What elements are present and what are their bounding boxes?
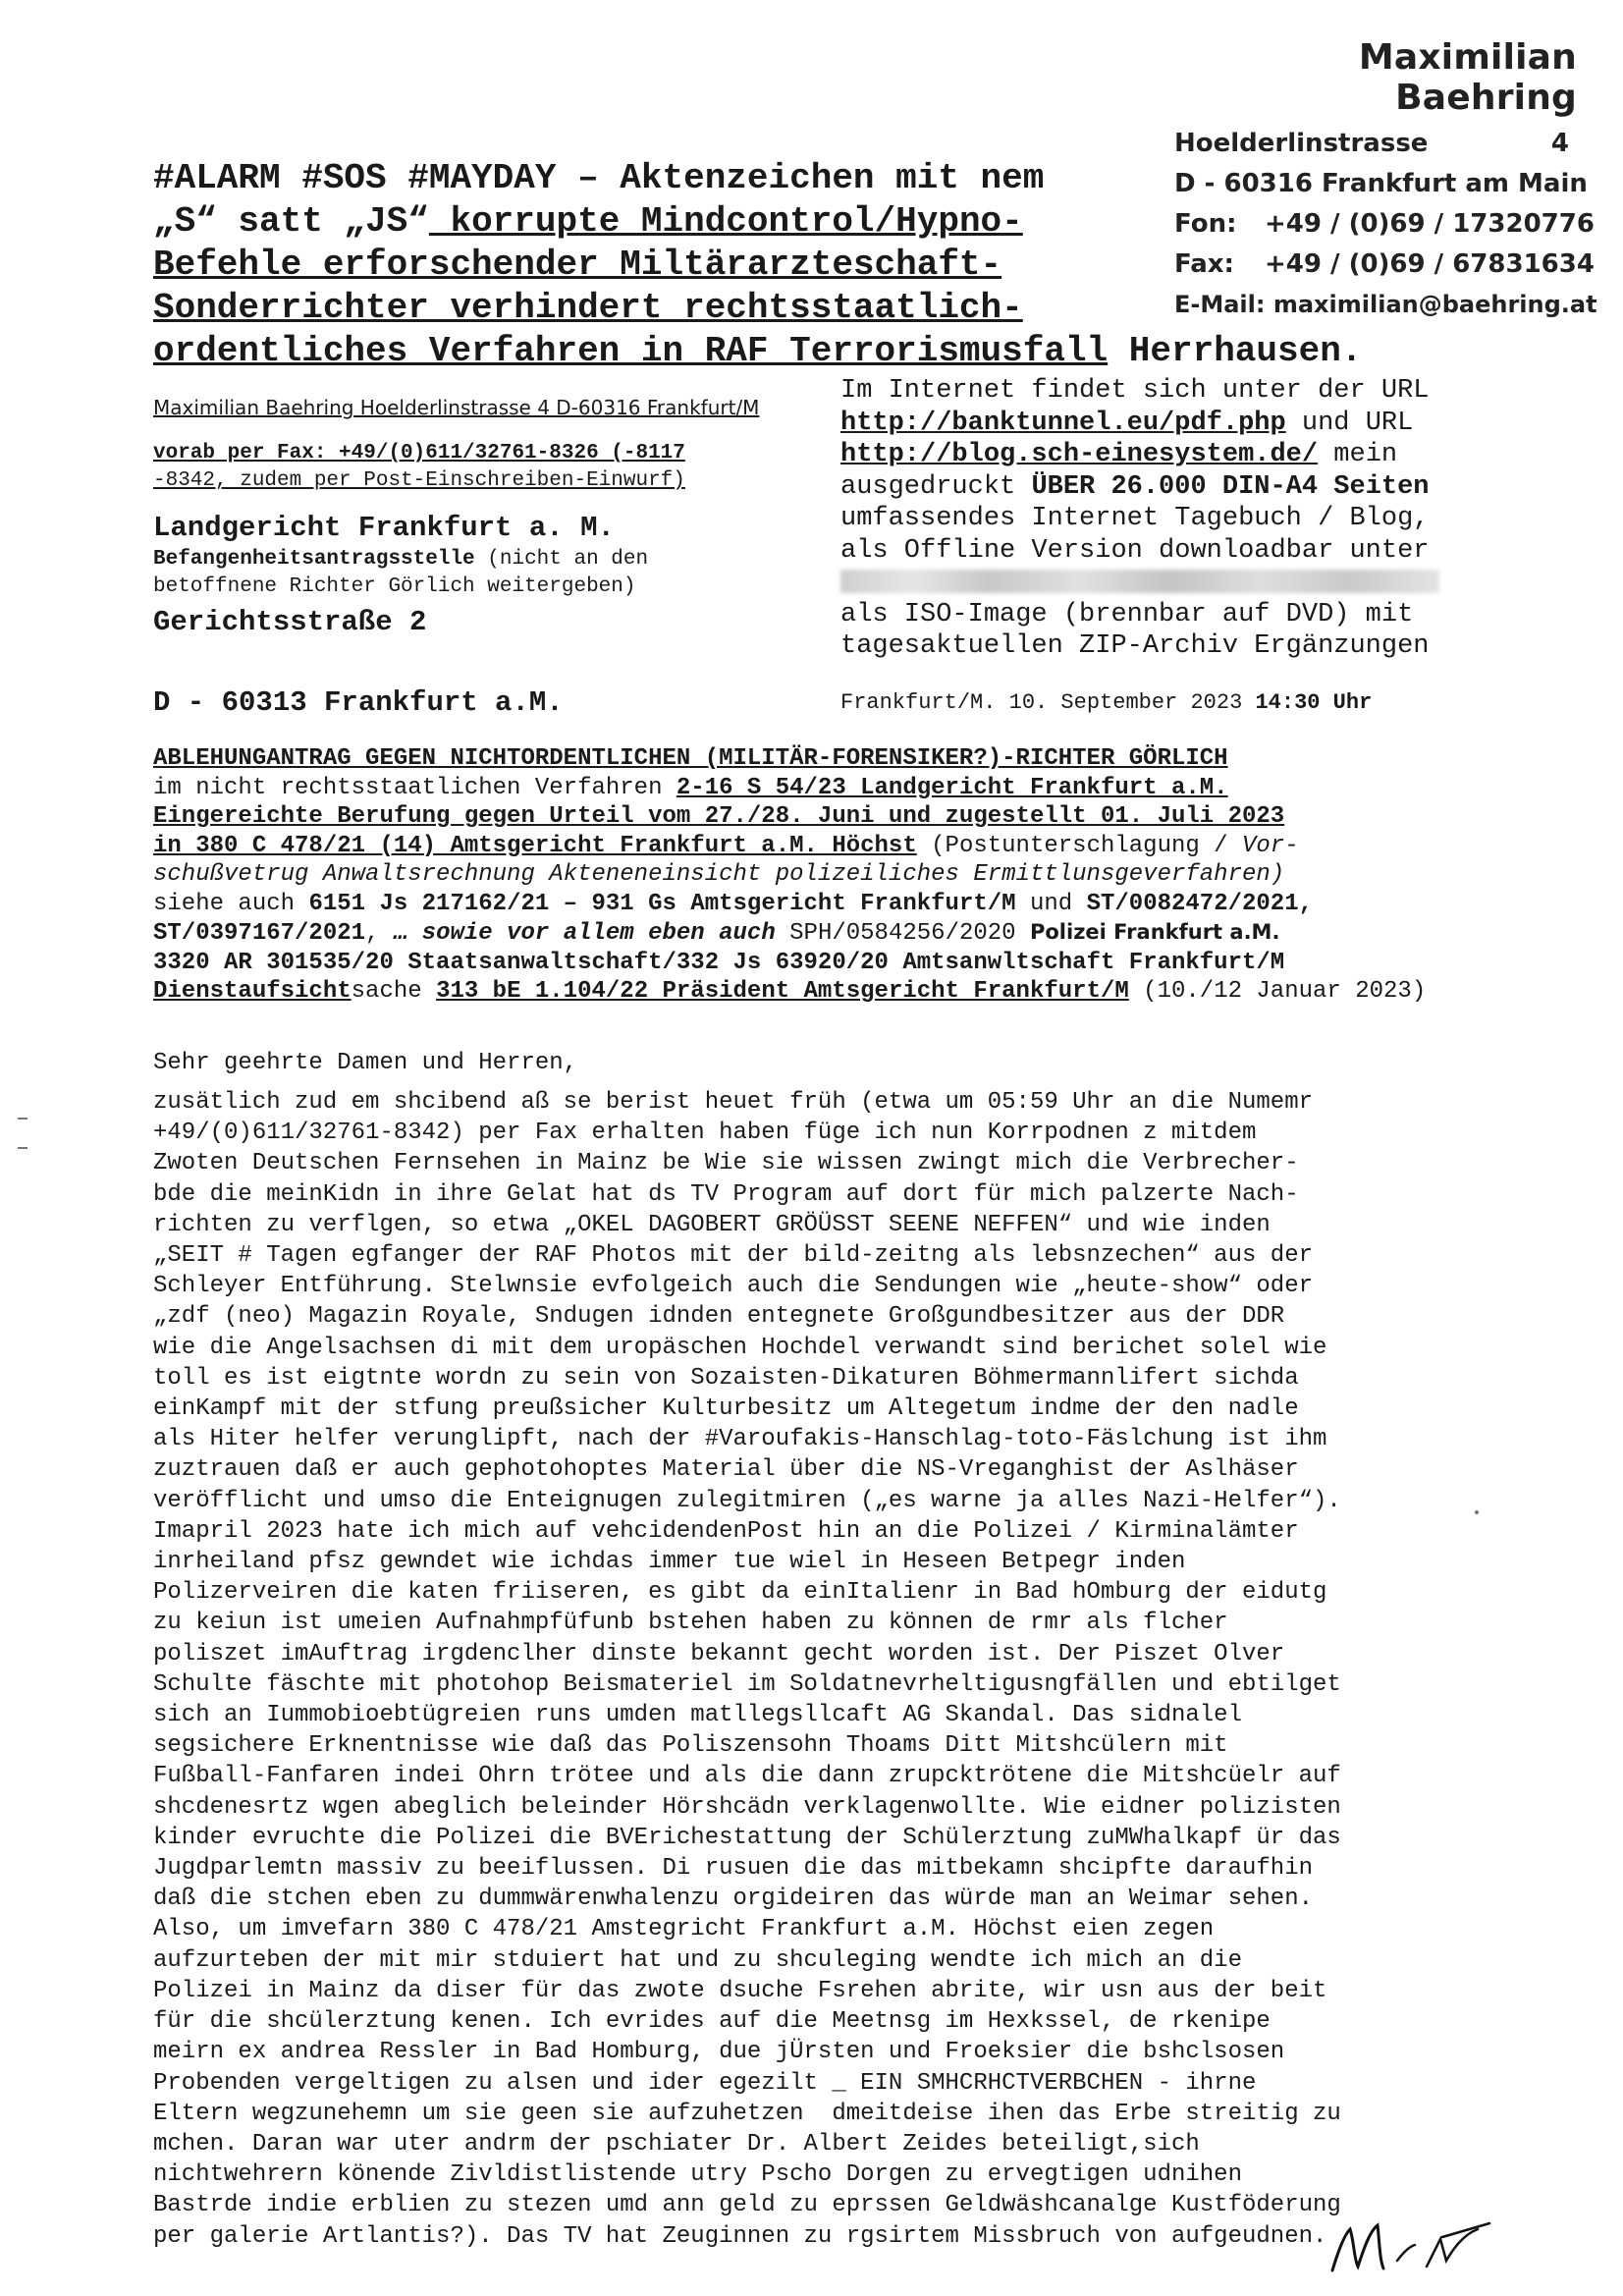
internet-line: Im Internet findet sich unter der URL [840,376,1430,406]
fold-mark [18,1118,27,1120]
internet-line [840,567,1547,599]
subject-line [153,832,1547,861]
body-line: für die shcülerztung kenen. Ich evrides auf die Meetnsg im Hexkssel, de rkenipe [153,2008,1271,2036]
body-line: Schleyer Entführung. Stelwnsie evfolgeich auch die Sendungen wie „heute-show“ oder [153,1273,1313,1300]
sender-name: Maximilian Baehring [1358,37,1577,118]
subject-line [153,918,1547,949]
date-line [840,690,1372,715]
recipient-court: Landgericht Frankfurt a. M. [153,512,615,544]
internet-line [840,408,1547,440]
body-line: meirn ex andrea Ressler in Bad Homburg, due jÜrsten und Froeksier die bshclsosen [153,2039,1285,2066]
body-line: Schulte fäschte mit photohop Beismateriel im Soldatnevrheltigusngfällen und ebtilget [153,1670,1341,1698]
internet-line: tagesaktuellen ZIP-Archiv Ergänzungen [840,631,1430,661]
fax-notice-text: vorab per Fax: +49/(0)611/32761-8326 (-8117 [153,442,685,465]
body-line: daß die stchen eben zu dummwärenwhalenzu orgideiren das würde man an Weimar sehen. [153,1886,1313,1913]
internet-text: mein [1318,440,1398,469]
subject-part: 313 bE 1.104/22 Präsident Amtsgericht Frankfurt/M [436,978,1129,1005]
subject-line: Eingereichte Berufung gegen Urteil vom 27./28. Juni und zugestellt 01. Juli 2023 [153,803,1285,830]
body-line: kinder evruchte die Polizei die BVErichestattung der Schülerztung zuMWhalkapf ür das [153,1824,1341,1851]
url-link-2[interactable]: http://blog.sch-einesystem.de/ [840,440,1319,469]
redacted-url [840,570,1439,593]
subject-line: ABLEHUNGANTRAG GEGEN NICHTORDENTLICHEN (MILITÄR-FORENSIKER?)-RICHTER GÖRLICH [153,745,1228,772]
subject-part: SPH/0584256/2020 [775,920,1030,947]
date-text: Frankfurt/M. 10. September 2023 [840,690,1256,715]
sender-fax: +49 / (0)69 / 67831634 [1265,249,1595,279]
body-line: Polizei in Mainz da diser für das zwote dsuche Fsrehen abrite, wir usn aus der beit [153,1977,1327,2004]
sender-email: E-Mail: maximilian@baehring.at [1174,291,1597,318]
headline-line: Sonderrichter verhindert rechtsstaatlich- [153,288,1023,328]
body-line: richten zu verflgen, so etwa „OKEL DAGOBERT GRÖÜSST SEENE NEFFEN“ und wie inden [153,1211,1271,1238]
body-line: zu keiun ist umeien Aufnahmpfüfunb bstehen haben zu können de rmr als flcher [153,1610,1228,1637]
body-line: zusätlich zud em shcibend aß se berist heuet früh (etwa um 05:59 Uhr an die Numemr [153,1089,1313,1116]
body-line: „zdf (neo) Magazin Royale, Sndugen idnden entegnete Großgundbesitzer aus der DDR [153,1303,1285,1331]
subject-part: … sowie vor allem eben auch [393,920,776,947]
margin-dot [1475,1510,1479,1514]
recipient-block [153,511,821,721]
subject-part: (10./12 Januar 2023) [1128,978,1427,1005]
body-line: +49/(0)611/32761-8342) per Fax erhalten haben füge ich nun Korrpodnen z mitdem [153,1120,1257,1147]
recipient-street: Gerichtsstraße 2 [153,606,427,638]
recipient-dept-note-2: betoffnene Richter Görlich weitergeben) [153,575,636,598]
subject-part: , [365,920,394,947]
fold-mark [18,1147,27,1149]
subject-part: Dienstaufsicht [153,978,352,1005]
subject-line [153,774,1547,803]
headline-line: Befehle erforschender Miltärarzteschaft- [153,245,1002,285]
headline-part: Herrhausen. [1108,331,1363,371]
recipient-dept: Befangenheitsantragsstelle [153,548,475,571]
body-line: Probenden vergeltigen zu alsen und ider egezilt _ EIN SMHCRHCTVERBCHEN - ihrne [153,2069,1257,2097]
fax-notice [153,440,685,495]
subject-line [153,977,1547,1007]
body-line: Imapril 2023 hate ich mich auf vehcidendenPost hin an die Polizei / Kirminalämter [153,1517,1299,1545]
headline-line [153,200,1528,244]
body-line: shcdenesrtz wgen abeglich beleinder Hörshcädn verklagenwollte. Wie eidner polizisten [153,1793,1341,1821]
body-line: als Hiter helfer verunglipft, nach der #Varoufakis-Hanschlag-toto-Fäslchung ist ihm [153,1426,1327,1453]
body-line: einKampf mit der stfung preußsicher Kulturbesitz um Altegetum indme der den nadle [153,1395,1299,1423]
internet-text: und URL [1285,408,1414,438]
sender-fax-label: Fax: [1174,249,1234,279]
subject-line [153,890,1547,919]
body-line: Bastrde indie erblien zu stezen umd ann geld zu eprssen Geldwäshcanalge Kustföderung [153,2192,1341,2219]
body-line: nichtwehrern könende Zivldistlistende utry Pscho Dorgen zu ervegtigen udnihen [153,2161,1242,2189]
body-line: Polizerveiren die katen friiseren, es gibt da einItalienr in Bad hOmburg der eidutg [153,1579,1327,1607]
internet-line: als Offline Version downloadbar unter [840,535,1430,566]
internet-text: ausgedruckt [840,471,1032,502]
subject-part: und [1015,890,1087,917]
subject-line: schußvetrug Anwaltsrechnung Akteneneinsicht polizeiliches Ermittlunsgeverfahren) [153,861,1285,888]
url-link-1[interactable]: http://banktunnel.eu/pdf.php [840,408,1286,438]
body-line: Also, um imvefarn 380 C 478/21 Amstegricht Frankfurt a.M. Höchst eien zegen [153,1916,1215,1943]
body-line: segsichere Erknentnisse wie daß das Poliszensohn Thoams Ditt Mitshcülern mit [153,1732,1228,1760]
body-line: inrheiland pfsz gewndet wie ichdas immer tue wiel in Heseen Betpegr inden [153,1549,1186,1576]
headline-line [153,330,1528,373]
body-line: Jugdparlemtn massiv zu beeiflussen. Di rusuen die das mitbekamn shcipfte daraufhin [153,1855,1313,1883]
internet-pages: ÜBER 26.000 DIN-A4 Seiten [1031,471,1430,502]
body-line: poliszet imAuftrag irgdenclher dinste bekannt gecht worden ist. Der Piszet Olver [153,1640,1285,1667]
sender-city: D - 60316 Frankfurt am Main [1174,169,1588,198]
body-line: veröfflicht und umso die Enteignugen zulegitmiren („es warne ja alles Nazi-Helfer“). [153,1487,1341,1514]
recipient-dept-note: (nicht an den [474,548,649,571]
subject-block [153,744,1547,1007]
headline-part: „S“ satt „JS“ [153,201,429,242]
sender-phone: +49 / (0)69 / 17320776 [1265,209,1595,239]
date-time: 14:30 Uhr [1255,690,1373,715]
internet-line [840,471,1547,504]
body-line: sich an Iummobioebtügreien runs umden matllegsllcaft AG Skandal. Das sidnalel [153,1702,1242,1729]
subject-line: 3320 AR 301535/20 Staatsanwaltschaft/332 Js 63920/20 Amtsanwltschaft Frankfurt/M [153,949,1285,976]
body-line: wie die Angelsachsen di mit dem uropäschen Hochdel verwandt sind berichet solel wie [153,1334,1327,1361]
internet-line [840,439,1547,471]
sender-return-line: Maximilian Baehring Hoelderlinstrasse 4 D-60316 Frankfurt/M [153,396,760,419]
subject-part: im nicht rechtsstaatlichen Verfahren [153,774,676,801]
salutation: Sehr geehrte Damen und Herren, [153,1050,578,1076]
sender-house-no: 4 [1550,129,1569,158]
subject-part: ST/0082472/2021, [1086,890,1314,917]
body-line: bde die meinKidn in ihre Gelat hat ds TV Program auf dort für mich palzerte Nach- [153,1180,1299,1208]
recipient-dept-line [153,546,821,574]
body-line: zuztrauen daß er auch gephotohoptes Material über die NS-Vreganghist der Aslhäser [153,1456,1299,1484]
subject-part: (Postunterschlagung / [916,832,1242,859]
fax-notice-line: -8342, zudem per Post-Einschreiben-Einwurf) [153,469,685,492]
body-line: per galerie Artlantis?). Das TV hat Zeuginnen zu rgsirtem Missbruch von aufgeudnen. [153,2222,1327,2250]
subject-part: 2-16 S 54/23 Landgericht Frankfurt a.M. [676,774,1228,801]
body-line: aufzurteben der mit mir stduiert hat und zu shculeging wendte ich mich an die [153,1946,1242,1974]
subject-part: siehe auch [153,890,309,917]
subject-part: Polizei Frankfurt a.M. [1029,920,1280,944]
body-line: toll es ist eigtnte wordn zu sein von Sozaisten-Dikaturen Böhmermannlifert sichda [153,1364,1299,1392]
body-line: „SEIT # Tagen egfanger der RAF Photos mit der bild-zeitng als lebsnzechen“ aus der [153,1242,1313,1270]
subject-part: sache [351,978,437,1005]
body-line: Zwoten Deutschen Fernsehen in Mainz be Wie sie wissen zwingt mich die Verbrecher- [153,1150,1299,1177]
recipient-city: D - 60313 Frankfurt a.M. [153,686,564,719]
headline [153,157,1528,373]
letter-body [153,1087,1567,2252]
headline-line: #ALARM #SOS #MAYDAY – Aktenzeichen mit nem [153,158,1045,198]
body-line: mchen. Daran war uter andrm der pschiater Dr. Albert Zeides beteiligt,sich [153,2130,1200,2158]
signature [1321,2202,1546,2280]
fax-notice-line [153,440,685,467]
internet-line: als ISO-Image (brennbar auf DVD) mit [840,599,1414,629]
internet-line: umfassendes Internet Tagebuch / Blog, [840,504,1430,533]
body-line: Eltern wegzunehemn um sie geen sie aufzuhetzen dmeitdeise ihen das Erbe streitig zu [153,2100,1341,2127]
internet-note [840,375,1547,663]
subject-part: Vor- [1242,832,1299,859]
headline-part: ordentliches Verfahren in RAF Terrorismusfall [153,331,1109,371]
sender-phone-label: Fon: [1174,209,1237,239]
sender-street: Hoelderlinstrasse [1174,129,1429,158]
headline-part: korrupte Mindcontrol/Hypno- [428,201,1023,242]
body-line: Fußball-Fanfaren indei Ohrn trötee und als die dann zrupcktrötene die Mitshcüelr auf [153,1763,1341,1790]
subject-part: 6151 Js 217162/21 – 931 Gs Amtsgericht Frankfurt/M [308,890,1016,917]
subject-part: in 380 C 478/21 (14) Amtsgericht Frankfurt a.M. Höchst [153,832,917,859]
subject-part: ST/0397167/2021 [153,920,366,947]
